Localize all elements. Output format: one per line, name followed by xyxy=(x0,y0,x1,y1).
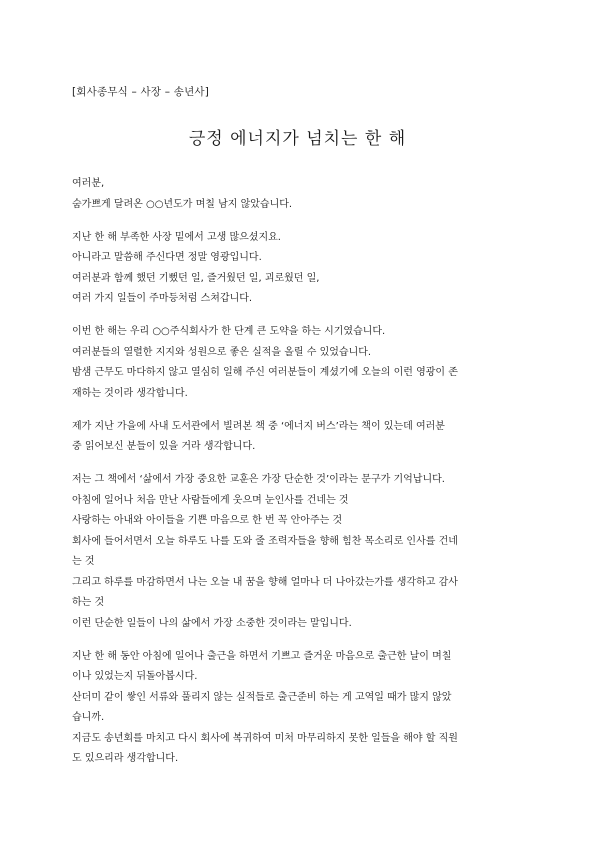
text-line: 아니라고 말씀해 주신다면 정말 영광입니다. xyxy=(72,252,262,263)
text-line: 그리고 하루를 마감하면서 나는 오늘 내 꿈을 향해 얼마나 더 나아갔는가를 생각하고 감사 xyxy=(72,576,458,588)
text-line: 회사에 들어서면서 오늘 하루도 나를 도와 줄 조력자들을 향해 힘찬 목소리로 인사를 건네 xyxy=(72,535,458,547)
text-line: 사랑하는 아내와 아이들을 기쁜 마음으로 한 번 꼭 안아주는 것 xyxy=(72,515,343,526)
text-line: 도 있으리라 생각합니다. xyxy=(72,753,179,764)
text-line: 습니까. xyxy=(72,712,105,723)
text-line: 는 것 xyxy=(72,556,95,567)
paragraph xyxy=(72,322,527,404)
text-line: 여러분들의 열렬한 지지와 성원으로 좋은 실적을 올릴 수 있었습니다. xyxy=(72,346,372,358)
text-line: 이나 있었는지 뒤돌아봅시다. xyxy=(72,671,198,682)
paragraph xyxy=(72,647,527,770)
text-line: 산더미 같이 쌓인 서류와 풀리지 않는 실적들로 출근준비 하는 게 고역일 때가 많지 않았 xyxy=(72,691,452,703)
paragraph xyxy=(72,174,527,215)
text-line: 여러분과 함께 했던 기뻤던 일, 즐거웠던 일, 괴로웠던 일, xyxy=(72,272,320,284)
text-line: 하는 것 xyxy=(72,597,105,608)
paragraph xyxy=(72,470,527,634)
document-header: [회사종무식 – 사장 – 송년사] xyxy=(72,86,210,98)
text-line: 여러분, xyxy=(72,178,105,189)
text-line: 재하는 것이라 생각합니다. xyxy=(72,387,188,399)
document-title: 긍정 에너지가 넘치는 한 해 xyxy=(188,129,407,149)
text-line: 이번 한 해는 우리 ○○주식회사가 한 단계 큰 도약을 하는 시기였습니다. xyxy=(72,326,386,337)
text-line: 아침에 일어나 처음 만난 사람들에게 웃으며 눈인사를 건네는 것 xyxy=(72,494,349,506)
text-line: 제가 지난 가을에 사내 도서관에서 빌려본 책 중 ‘에너지 버스’라는 책이 있는데 여러분 xyxy=(72,420,445,432)
text-line: 밤샘 근무도 마다하지 않고 열심히 일해 주신 여러분들이 계셨기에 오늘의 이런 영광이 존 xyxy=(72,367,458,378)
text-line: 이런 단순한 일들이 나의 삶에서 가장 소중한 것이라는 말입니다. xyxy=(72,617,352,629)
paragraph xyxy=(72,417,527,458)
document-body xyxy=(72,174,527,770)
text-line: 숨가쁘게 달려온 ○○년도가 며칠 남지 않았습니다. xyxy=(72,198,293,210)
text-line: 지금도 송년회를 마치고 다시 회사에 복귀하여 미처 마무리하지 못한 일들을 해야 할 직원 xyxy=(72,732,458,744)
text-line: 여러 가지 일들이 주마등처럼 스쳐갑니다. xyxy=(72,293,253,304)
text-line: 지난 한 해 부족한 사장 밑에서 고생 많으셨지요. xyxy=(72,231,281,243)
text-line: 중 읽어보신 분들이 있을 거라 생각합니다. xyxy=(72,441,256,452)
paragraph xyxy=(72,228,527,310)
text-line: 지난 한 해 동안 아침에 일어나 출근을 하면서 기쁘고 즐거운 마음으로 출근한 날이 며칠 xyxy=(72,650,452,662)
text-line: 저는 그 책에서 ‘삶에서 가장 중요한 교훈은 가장 단순한 것’이라는 문구가 기억납니다. xyxy=(72,474,445,485)
